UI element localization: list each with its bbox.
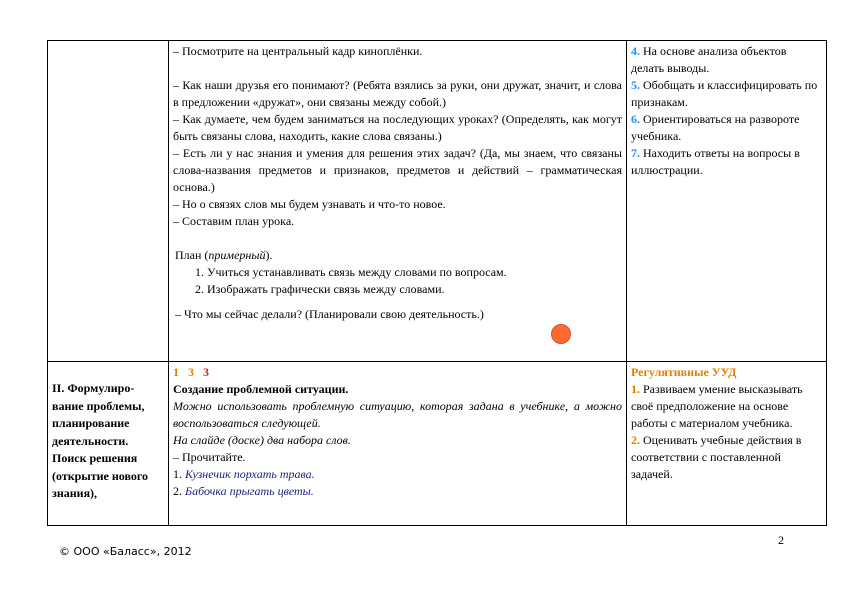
uud-text: На основе анализа объектов делать выводы.: [631, 44, 787, 75]
uud-text: Оценивать учебные действия в соответствии с поставленной задачей.: [631, 433, 802, 481]
uud-item: [631, 111, 822, 145]
instruction-line: – Прочитайте.: [173, 450, 246, 464]
uud-item: [631, 77, 822, 111]
table-row: [48, 41, 827, 362]
plan-italic: примерный: [208, 248, 266, 262]
content-line: – Составим план урока.: [173, 214, 295, 228]
content-line: – Есть ли у нас знания и умения для решения этих задач? (Да, мы знаем, что связаны слова-названия предметов и признаков, предметов и действий – грамматическая основа.): [173, 146, 622, 194]
uud-number: 1.: [631, 382, 640, 396]
uud-item: [631, 145, 822, 179]
uud-cell: [627, 41, 827, 362]
content-cell: [169, 362, 627, 526]
content-line: – Как наши друзья его понимают? (Ребята взялись за руки, они дружат, значит, и слова в предложении «дружат», они связаны между собой.): [173, 78, 622, 109]
content-line: – Посмотрите на центральный кадр киноплёнки.: [173, 44, 423, 58]
word-set-number: 1.: [173, 467, 182, 481]
content-blank: [173, 60, 622, 77]
section-heading: Создание проблемной ситуации.: [173, 382, 349, 396]
marker-number: 3: [188, 365, 194, 379]
closing-line: – Что мы сейчас делали? (Планировали свою деятельность.): [175, 307, 484, 321]
teacher-note: Можно использовать проблемную ситуацию, которая задана в учебнике, а можно воспользоваться следующей.: [173, 399, 622, 430]
word-set: [173, 466, 622, 483]
plan-end: ).: [265, 248, 273, 262]
uud-number: 6.: [631, 112, 640, 126]
table-row: [48, 362, 827, 526]
content-cell: [169, 41, 627, 362]
uud-item: [631, 432, 822, 483]
word-set-text: Бабочка прыгать цветы.: [185, 484, 314, 498]
uud-item: [631, 43, 822, 77]
uud-cell: [627, 362, 827, 526]
uud-title: Регулятивные УУД: [631, 365, 737, 379]
uud-item: [631, 381, 822, 432]
content-line: – Как думаете, чем будем заниматься на последующих уроках? (Определять, как могут быть связаны слова, находить, какие слова связаны.): [173, 112, 622, 143]
uud-text: Развиваем умение высказывать своё предположение на основе работы с материалом учебника.: [631, 382, 803, 430]
uud-number: 4.: [631, 44, 640, 58]
plan-label: План (: [175, 248, 209, 262]
uud-number: 7.: [631, 146, 640, 160]
uud-number: 2.: [631, 433, 640, 447]
plan-list: [173, 264, 622, 298]
word-set-text: Кузнечик порхать трава.: [185, 467, 315, 481]
uud-text: Обобщать и классифицировать по признакам.: [631, 78, 818, 109]
copyright-footer: © ООО «Баласс», 2012: [59, 545, 192, 558]
stage-cell: [48, 41, 169, 362]
marker-number: 1: [173, 365, 179, 379]
stage-label: II. Формулиро-вание проблемы, планирование деятельности. Поиск решения (открытие нового знания),: [52, 381, 148, 500]
stage-cell: [48, 362, 169, 526]
plan-item: 2. Изображать графически связь между словами.: [207, 281, 622, 298]
word-set: [173, 483, 622, 500]
lesson-table: [47, 40, 827, 526]
marker-numbers: [173, 364, 622, 381]
plan-item: 1. Учиться устанавливать связь между словами по вопросам.: [207, 264, 622, 281]
uud-text: Ориентироваться на развороте учебника.: [631, 112, 800, 143]
uud-text: Находить ответы на вопросы в иллюстрации.: [631, 146, 800, 177]
content-line: – Но о связях слов мы будем узнавать и что-то новое.: [173, 197, 446, 211]
page-number: 2: [778, 533, 784, 547]
word-set-number: 2.: [173, 484, 182, 498]
orange-circle-icon: [551, 324, 571, 344]
plan-heading: [173, 247, 622, 264]
uud-number: 5.: [631, 78, 640, 92]
marker-number: 3: [203, 365, 209, 379]
teacher-note: На слайде (доске) два набора слов.: [173, 433, 351, 447]
